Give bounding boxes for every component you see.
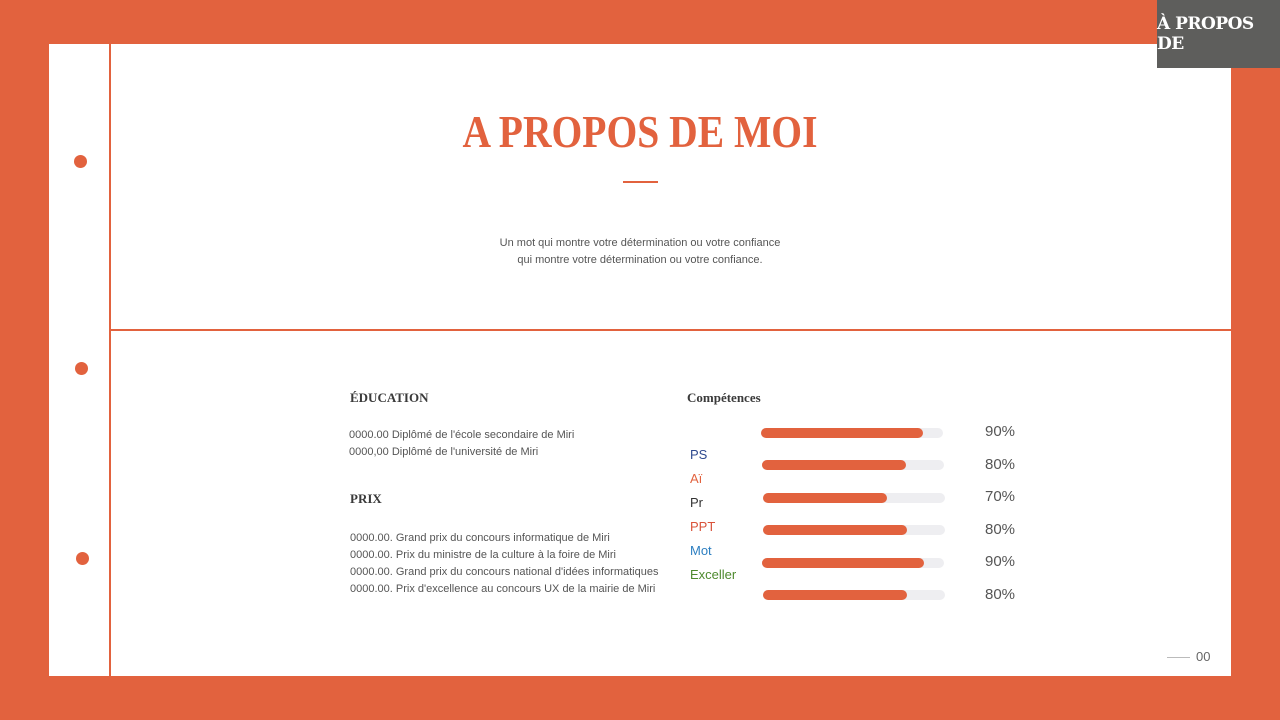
timeline-dot-top xyxy=(74,155,87,168)
skill-percent: 70% xyxy=(985,488,1016,505)
page-title: A PROPOS DE MOI xyxy=(462,106,818,157)
list-item: 0000.00. Prix du ministre de la culture à la foire de Miri xyxy=(350,549,616,561)
skill-percent: 90% xyxy=(985,423,1016,440)
skill-bar-fill xyxy=(763,493,887,503)
skill-percent: 80% xyxy=(985,586,1016,603)
skill-bar-track xyxy=(762,460,944,470)
skill-bar-track xyxy=(762,558,944,568)
list-item: 0000.00. Prix d'excellence au concours UX de la mairie de Miri xyxy=(350,583,656,595)
education-heading: ÉDUCATION xyxy=(350,390,429,405)
skill-bar-track xyxy=(763,590,945,600)
skill-label: Pr xyxy=(690,495,703,510)
timeline-dot-bottom xyxy=(76,552,89,565)
skill-percent: 80% xyxy=(985,456,1016,473)
list-item: 0000.00 Diplômé de l'école secondaire de Miri xyxy=(349,429,575,441)
intro-text xyxy=(440,235,840,269)
awards-heading: PRIX xyxy=(350,491,382,506)
page-number-rule xyxy=(1167,657,1190,658)
skill-label: Exceller xyxy=(690,567,737,582)
awards-list xyxy=(350,530,658,598)
list-item: 0000.00. Grand prix du concours informatique de Miri xyxy=(350,532,610,544)
skill-bar-fill xyxy=(763,525,907,535)
skill-label: Aï xyxy=(690,471,703,486)
list-item: 0000,00 Diplômé de l'université de Miri xyxy=(349,446,539,458)
title-underline xyxy=(623,181,658,183)
skill-label: Mot xyxy=(690,543,712,558)
horizontal-rule xyxy=(109,329,1231,331)
skill-bar-track xyxy=(763,525,945,535)
skill-bar-fill xyxy=(762,558,924,568)
timeline-dot-middle xyxy=(75,362,88,375)
skill-bar-track xyxy=(763,493,945,503)
skill-label: PPT xyxy=(690,519,716,534)
skill-bar-fill xyxy=(762,460,906,470)
education-list xyxy=(349,427,574,461)
skill-percent: 90% xyxy=(985,553,1016,570)
skill-bar-fill xyxy=(763,590,907,600)
page-number: 00 xyxy=(1196,649,1211,664)
skill-percent: 80% xyxy=(985,521,1016,538)
intro-line: Un mot qui montre votre détermination ou votre confiance xyxy=(499,237,781,249)
section-tag: À PROPOS DE xyxy=(1157,0,1280,68)
list-item: 0000.00. Grand prix du concours national d'idées informatiques xyxy=(350,566,659,578)
skills-heading: Compétences xyxy=(687,390,761,405)
skill-bar-fill xyxy=(761,428,923,438)
intro-line: qui montre votre détermination ou votre confiance. xyxy=(517,254,763,266)
skill-bar-track xyxy=(761,428,943,438)
skill-label: PS xyxy=(690,447,708,462)
